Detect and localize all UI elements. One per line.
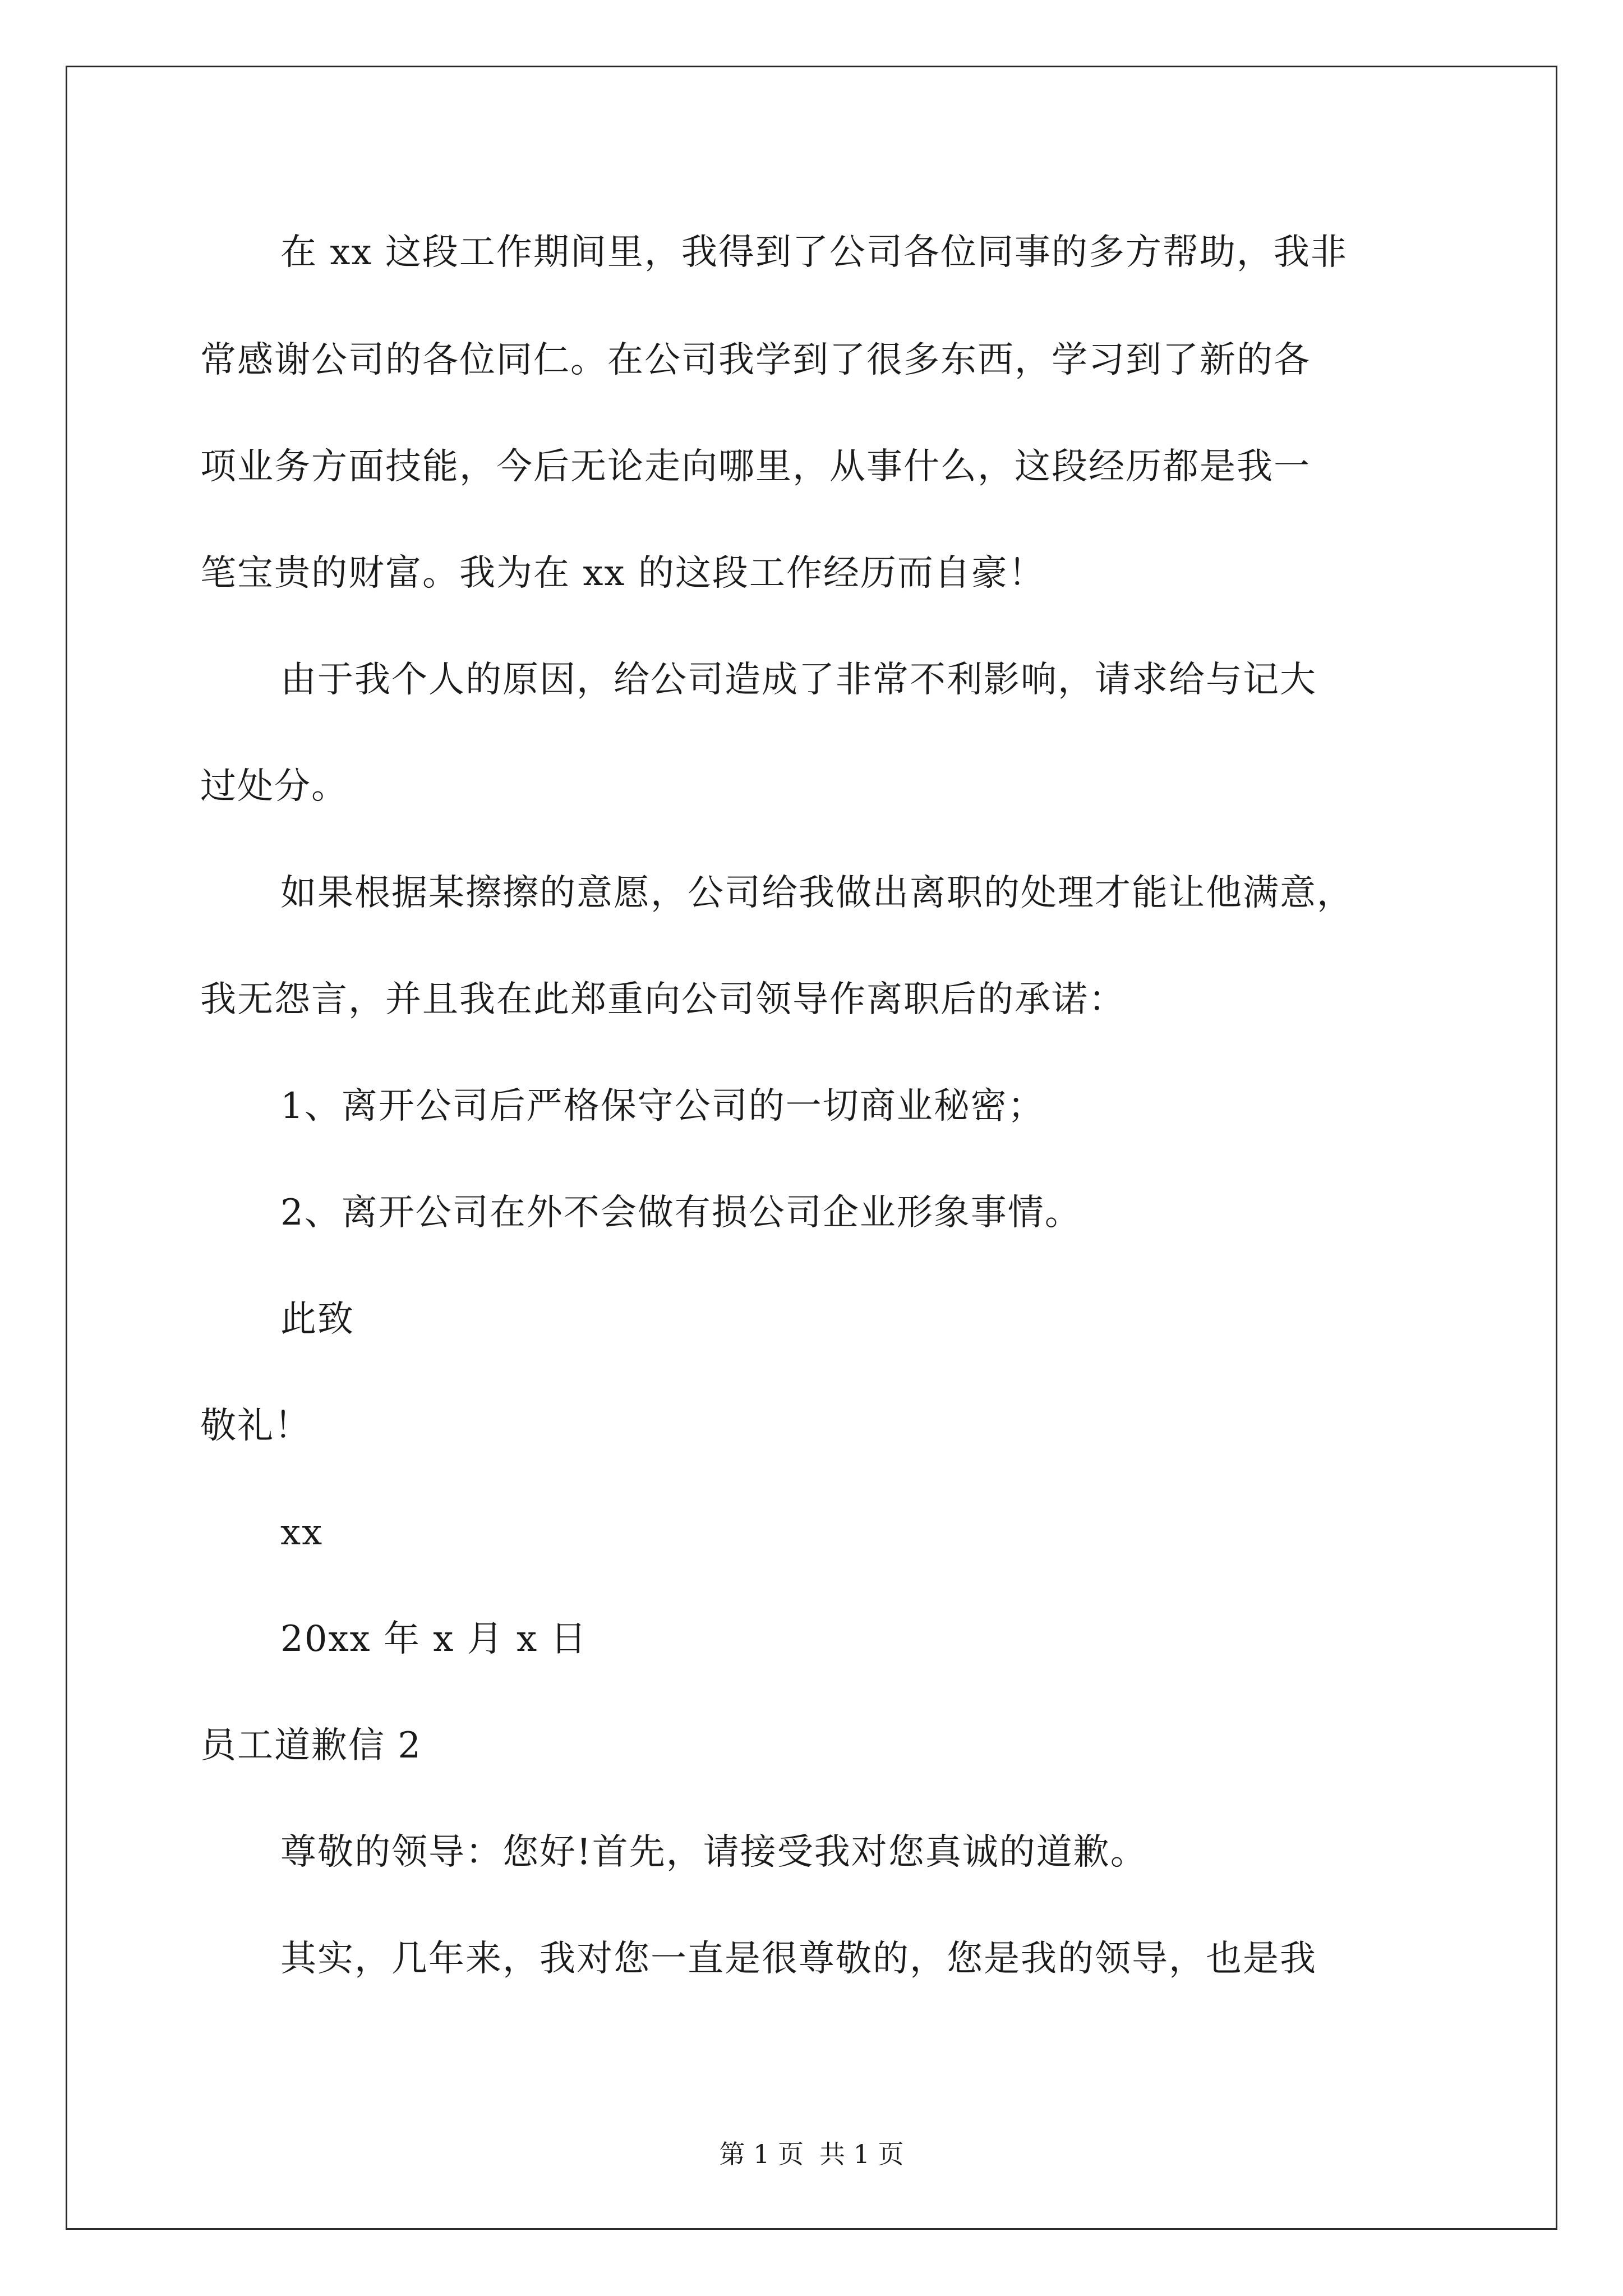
signature-date: 20xx 年 x 月 x 日	[280, 1618, 588, 1660]
commitment-item: 2、离开公司在外不会做有损公司企业形象事情。	[280, 1192, 1082, 1234]
paragraph-line: 我无怨言，并且我在此郑重向公司领导作离职后的承诺：	[200, 979, 1126, 1020]
page-total: 共 1 页	[819, 2139, 904, 2169]
paragraph-line: 笔宝贵的财富。我为在 xx 的这段工作经历而自豪！	[200, 553, 1045, 594]
closing-salutation: 此致	[280, 1299, 354, 1340]
page-footer	[0, 2137, 1623, 2171]
paragraph-line: 在 xx 这段工作期间里，我得到了公司各位同事的多方帮助，我非	[280, 232, 1348, 273]
signature-name: xx	[280, 1512, 324, 1553]
section-heading: 员工道歉信 2	[200, 1725, 422, 1766]
page-border	[66, 66, 1557, 2230]
page-number: 第 1 页	[719, 2139, 804, 2169]
paragraph-line: 常感谢公司的各位同仁。在公司我学到了很多东西，学习到了新的各	[200, 339, 1311, 381]
paragraph-line: 由于我个人的原因，给公司造成了非常不利影响，请求给与记大	[280, 659, 1317, 701]
commitment-item: 1、离开公司后严格保守公司的一切商业秘密；	[280, 1085, 1045, 1127]
paragraph-line: 项业务方面技能，今后无论走向哪里，从事什么，这段经历都是我一	[200, 446, 1311, 487]
paragraph-line: 如果根据某擦擦的意愿，公司给我做出离职的处理才能让他满意，	[280, 872, 1354, 914]
paragraph-line: 其实，几年来，我对您一直是很尊敬的，您是我的领导，也是我	[280, 1938, 1317, 1980]
closing-regards: 敬礼！	[200, 1405, 311, 1447]
paragraph-line: 过处分。	[200, 766, 348, 807]
paragraph-line: 尊敬的领导：您好!首先，请接受我对您真诚的道歉。	[280, 1832, 1147, 1873]
